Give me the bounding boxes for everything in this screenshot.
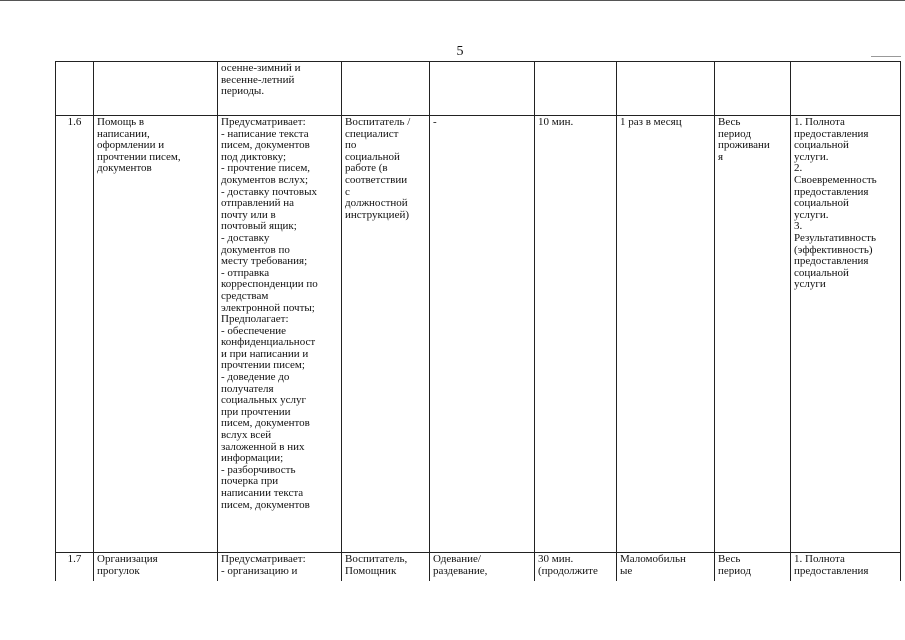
table-row-1-6 [56,116,901,553]
cell-number [56,62,94,116]
table-row-1-7 [56,553,901,582]
cell-time: 30 мин. (продолжите [535,553,617,582]
cell-period: Весь период [715,553,791,582]
page-number: 5 [456,44,464,59]
cell-frequency: 1 раз в месяц [617,116,715,553]
cell-frequency: Маломобильн ые [617,553,715,582]
cell-time [535,62,617,116]
cell-time: 10 мин. [535,116,617,553]
cell-quality: 1. Полнота предоставления [791,553,901,582]
cell-period: Весь период проживани я [715,116,791,553]
cell-description: Предусматривает: - организацию и [218,553,342,582]
cell-period [715,62,791,116]
cell-conditions [430,62,535,116]
scan-artifact-line [871,56,901,57]
cell-executor: Воспитатель, Помощник [342,553,430,582]
cell-conditions: Одевание/ раздевание, [430,553,535,582]
cell-executor [342,62,430,116]
table-row-continuation [56,62,901,116]
cell-number: 1.6 [56,116,94,553]
cell-quality: 1. Полнота предоставления социальной услуги. 2. Своевременность предоставления социальной услуги. 3. Результативность (эффективность) предоставления социальной услуги [791,116,901,553]
cell-quality [791,62,901,116]
cell-description: Предусматривает: - написание текста писем, документов под диктовку; - прочтение писем, документов вслух; - доставку почтовых отправлений на почту или в почтовый ящик; - доставку документов по месту требования; - отправка корреспонденции по средствам электронной почты; Предполагает: - обеспечение конфиденциальност и при написании и прочтении писем; - доведение до получателя социальных услуг при прочтении писем, документов вслух всей заложенной в них информации; - разборчивость почерка при написании текста писем, документов [218,116,342,553]
cell-service-name: Организация прогулок [94,553,218,582]
cell-service-name: Помощь в написании, оформлении и прочтении писем, документов [94,116,218,553]
page-top-border [0,0,905,1]
cell-service-name [94,62,218,116]
cell-description: осенне-зимний и весенне-летний периоды. [218,62,342,116]
cell-conditions: - [430,116,535,553]
services-table [55,61,901,581]
cell-number: 1.7 [56,553,94,582]
cell-frequency [617,62,715,116]
cell-executor: Воспитатель / специалист по социальной работе (в соответствии с должностной инструкцией) [342,116,430,553]
